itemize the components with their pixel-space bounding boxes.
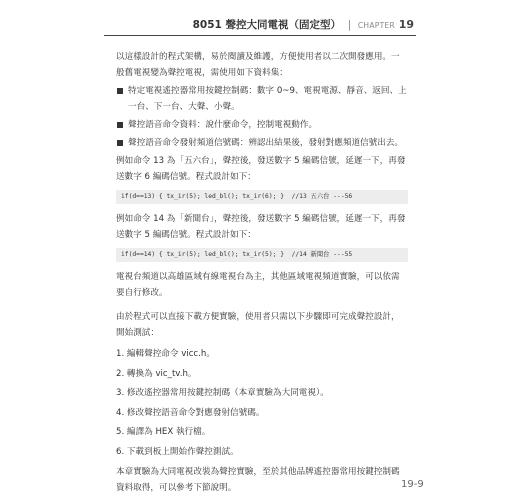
step-item: 4. 修改聲控語音命令對應發射信號碼。	[116, 407, 265, 418]
code-block-1: if(d==13) { tx_ir(5); led_bl(); tx_ir(6); } //13 五六台 ---56	[116, 190, 408, 204]
chapter-title: 8051 聲控大同電視（固定型）	[192, 19, 341, 31]
page-body	[116, 49, 408, 496]
bullet-square-icon	[117, 122, 123, 128]
running-header	[193, 17, 414, 32]
bullet-square-icon	[117, 140, 123, 146]
step-item: 1. 編輯聲控命令 vicc.h。	[116, 349, 215, 359]
steps-intro-paragraph: 由於程式可以直接下載方便實驗，使用者只需以下步驟即可完成聲控設計，開始測試：	[116, 312, 400, 338]
bullet-item: 特定電視遙控器常用按鍵控制碼：數字 0~9、電視電源、靜音、返回、上一台、下一台、大聲、小聲。	[116, 83, 408, 115]
bullet-list	[116, 83, 408, 151]
step-item: 5. 編譯為 HEX 執行檔。	[116, 427, 211, 437]
header-rule	[104, 35, 416, 36]
header-separator: |	[347, 19, 352, 31]
steps-list	[116, 347, 408, 460]
bullet-item: 聲控語音命令資料：說什麼命令，控制電視動作。	[116, 117, 408, 133]
code-block-2: if(d==14) { tx_ir(5); led_bl(); tx_ir(5); } //14 新聞台 ---55	[116, 248, 408, 262]
step-item: 3. 修改遙控器常用按鍵控制碼（本章實驗為大同電視）。	[116, 388, 329, 398]
bullet-square-icon	[117, 88, 123, 94]
bullet-item: 聲控語音命令發射頻道信號碼：辨認出結果後，發射對應頻道信號出去。	[116, 135, 408, 151]
step-item: 6. 下載到板上開始作聲控測試。	[116, 446, 239, 457]
example2-paragraph: 例如命令 14 為「新聞台」，聲控後，發送數字 5 編碼信號，延遲一下，再發送數字 5 編碼信號。程式設計如下：	[116, 214, 406, 240]
page-number: 19-9	[401, 479, 424, 490]
note-paragraph: 電視台頻道以高雄區域有線電視台為主，其他區域電視頻道實驗，可以依需要自行修改。	[116, 272, 400, 298]
closing-paragraph: 本章實驗為大同電視改裝為聲控實驗，至於其他品牌遙控器常用按鍵控制碼資料取得，可以參考下節說明。	[116, 467, 400, 493]
step-item: 2. 轉換為 vic_tv.h。	[116, 368, 197, 379]
chapter-label: CHAPTER	[357, 21, 396, 30]
chapter-number: 19	[398, 18, 414, 31]
example1-paragraph: 例如命令 13 為「五六台」，聲控後，發送數字 5 編碼信號，延遲一下，再發送數字 6 編碼信號。程式設計如下：	[116, 156, 406, 182]
intro-paragraph: 以這樣設計的程式架構，易於閱讀及維護，方便使用者以二次開發應用。一般舊電視變為聲控電視，需使用如下資料集：	[116, 52, 400, 78]
